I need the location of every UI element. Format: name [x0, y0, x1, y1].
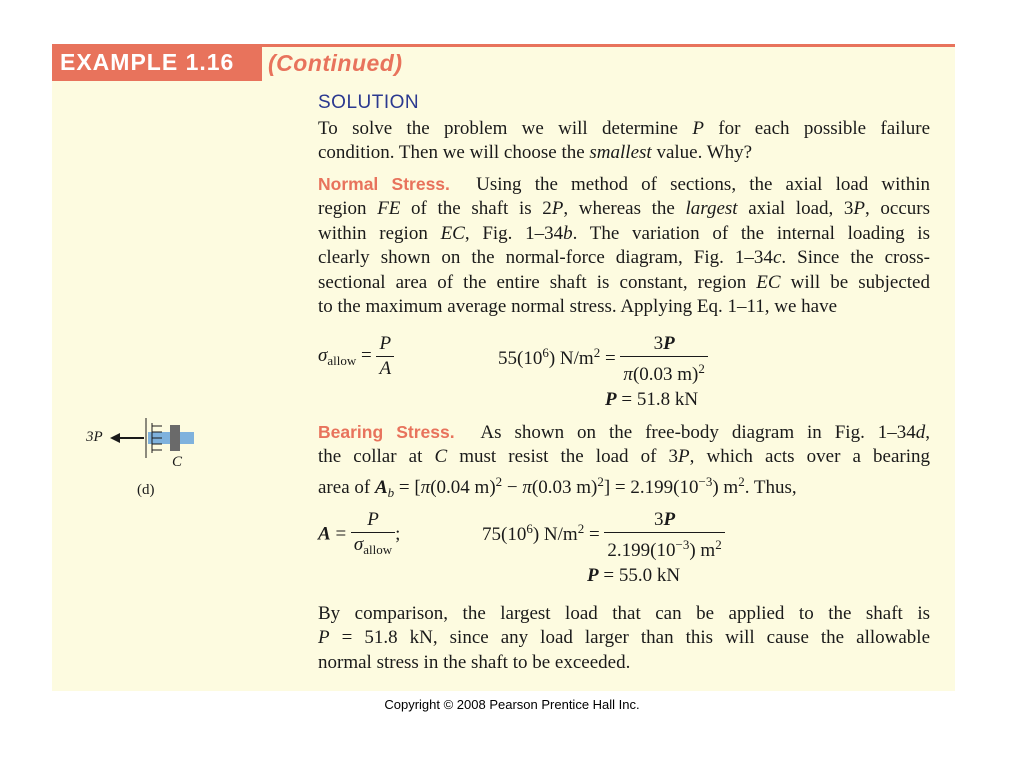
normal-stress-heading: Normal Stress.	[318, 174, 450, 194]
eq2-lhs: A = $\frac{P}{\sigma_{allow}}$ ;	[318, 509, 401, 557]
normal-stress-paragraph: Normal Stress. Using the method of sections, the axial load within region FE of the shaft is 2P, whereas the largest axial load, 3P, occurs within region EC, Fig. 1–34b. The variation of the internal loading is clearly shown on the normal-force diagram, Fig. 1–34c. Since the cross- sectional area of the entire shaft is constant, region EC will be subjected to the maximum average normal stress. Applying Eq. 1–11, we have	[318, 174, 930, 318]
collar-c	[170, 425, 180, 451]
example-label: EXAMPLE 1.16	[60, 49, 235, 75]
copyright-notice: Copyright © 2008 Pearson Prentice Hall Inc.	[384, 697, 640, 712]
load-arrowhead	[110, 433, 120, 443]
bearing-stress-paragraph: Bearing Stress. As shown on the free-body diagram in Fig. 1–34d, the collar at C must resist the load of 3P, which acts over a bearing area of $A_b = [\pi(0.04$ m)$^2$ − π(0.03 $m)^2] = 2.199(10^{-3})$ $m^2$. Thus,	[318, 422, 931, 500]
bearing-stress-heading: Bearing Stress.	[318, 422, 455, 442]
result-bearing: P = 55.0 kN	[587, 565, 681, 586]
eq1-lhs: $\sigma_{allow}$ = $\frac{P}{A}$	[318, 332, 394, 381]
intro-paragraph: To solve the problem we will determine P for each possible failure condition. Then we will choose the smallest value. Why?	[318, 118, 930, 164]
eq1-rhs: $55(10^6) N/m^2$ = $\frac{3P}{\pi(0.03 m)^2}$	[498, 332, 708, 387]
solution-heading: SOLUTION	[318, 92, 420, 113]
load-label: 3P	[86, 429, 103, 445]
conclusion-paragraph: By comparison, the largest load that can be applied to the shaft is P = 51.8 kN, since any load larger than this will cause the allowable normal stress in the shaft to be exceeded.	[318, 603, 930, 673]
free-body-diagram	[108, 412, 208, 468]
figure-caption: (d)	[137, 482, 155, 498]
result-normal: P = 51.8 kN	[605, 389, 699, 410]
continued-label: (Continued)	[268, 50, 403, 76]
point-c-label: C	[172, 454, 183, 470]
eq2-rhs: $75(10^6) N/m^2$ = $\frac{3P}{2.199(10^{-3}) m^2}$	[482, 508, 725, 563]
